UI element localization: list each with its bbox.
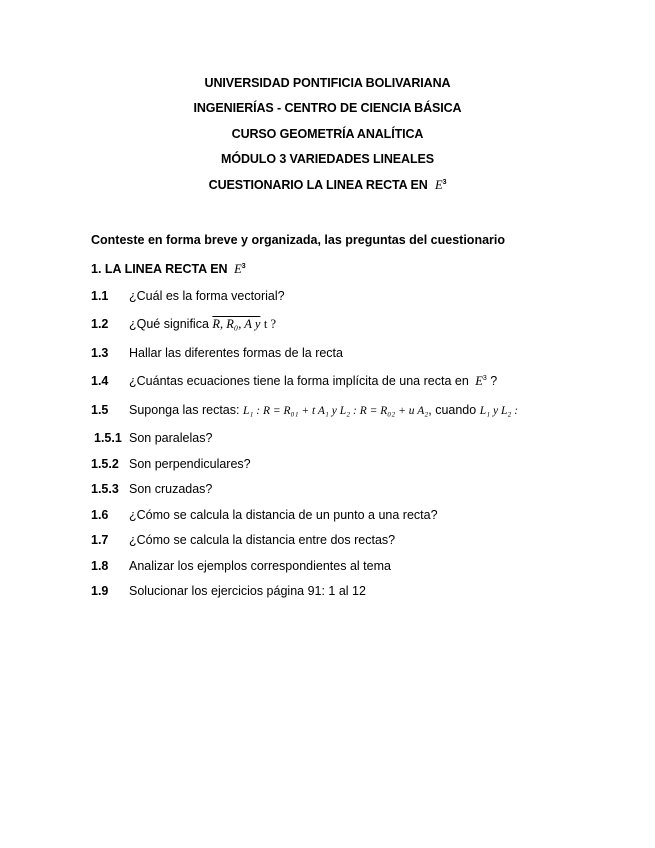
section-heading-math: E <box>234 262 242 276</box>
questionnaire-title <box>0 178 655 193</box>
questionnaire-title-sup: 3 <box>442 179 447 186</box>
course-title: CURSO GEOMETRÍA ANALÍTICA <box>231 127 424 141</box>
question-math-sup: 3 <box>482 375 487 382</box>
question-text: Analizar los ejemplos correspondientes al tema <box>129 559 391 573</box>
question-text <box>129 317 276 332</box>
module-title: MÓDULO 3 VARIEDADES LINEALES <box>221 152 434 166</box>
question-number: 1.5.3 <box>91 482 119 496</box>
question-text-mid: , cuando <box>428 403 477 417</box>
question-text-pre: ¿Cuántas ecuaciones tiene la forma implícita de una recta en <box>129 374 469 388</box>
question-text: Son paralelas? <box>129 431 213 445</box>
question-number: 1.5.1 <box>94 431 122 445</box>
question-text-post: ? <box>490 374 498 388</box>
question-math-lines-ref: L₁ y L₂ : <box>479 405 519 417</box>
section-heading <box>91 262 246 277</box>
section-heading-sup: 3 <box>241 263 246 270</box>
question-text: Son perpendiculares? <box>129 457 251 471</box>
department-title: INGENIERÍAS - CENTRO DE CIENCIA BÁSICA <box>193 101 462 115</box>
questionnaire-title-text: CUESTIONARIO LA LINEA RECTA EN <box>208 178 428 192</box>
instruction-text: Conteste en forma breve y organizada, las preguntas del cuestionario <box>91 233 506 247</box>
question-math: R, R₀, A y <box>212 317 261 331</box>
university-title: UNIVERSIDAD PONTIFICIA BOLIVARIANA <box>204 76 451 90</box>
question-number: 1.1 <box>91 289 109 303</box>
question-math-lines: L₁ : R = R₀₁ + t A₁ y L₂ : R = R₀₂ + u A₂ <box>242 405 429 417</box>
question-text <box>129 374 497 389</box>
question-number: 1.8 <box>91 559 109 573</box>
question-math: E <box>475 374 483 388</box>
question-text-pre: Suponga las rectas: <box>129 403 240 417</box>
question-number: 1.2 <box>91 317 109 331</box>
question-number: 1.5.2 <box>91 457 119 471</box>
question-text: Son cruzadas? <box>129 482 213 496</box>
question-text-pre: ¿Qué significa <box>129 317 209 331</box>
questionnaire-title-math: E <box>435 178 443 192</box>
question-number: 1.9 <box>91 584 109 598</box>
question-text: ¿Cómo se calcula la distancia de un punto a una recta? <box>129 508 438 522</box>
question-text: ¿Cuál es la forma vectorial? <box>129 289 285 303</box>
question-text: Hallar las diferentes formas de la recta <box>129 346 343 360</box>
question-text: ¿Cómo se calcula la distancia entre dos rectas? <box>129 533 396 547</box>
question-text-post: t ? <box>263 317 277 331</box>
question-number: 1.5 <box>91 403 109 417</box>
question-text <box>129 403 518 417</box>
question-text: Solucionar los ejercicios página 91: 1 al 12 <box>129 584 366 598</box>
question-number: 1.4 <box>91 374 109 388</box>
question-number: 1.7 <box>91 533 109 547</box>
section-heading-label: 1. LA LINEA RECTA EN <box>91 262 228 276</box>
question-number: 1.6 <box>91 508 109 522</box>
question-number: 1.3 <box>91 346 109 360</box>
